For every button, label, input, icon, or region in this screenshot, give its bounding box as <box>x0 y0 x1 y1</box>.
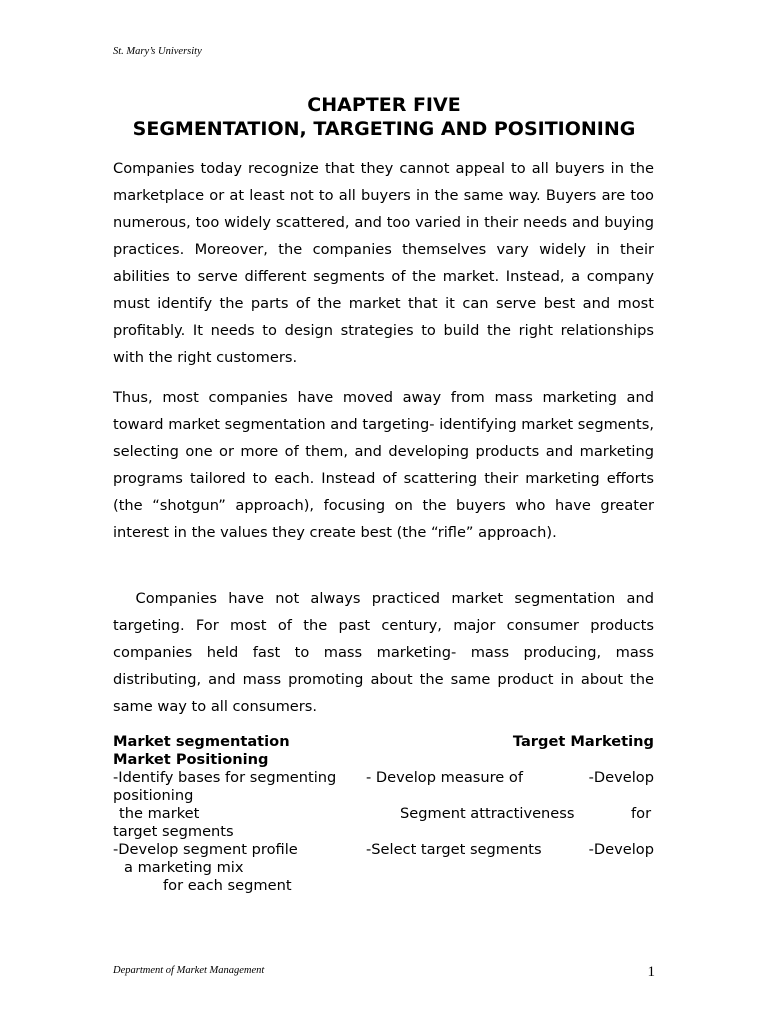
footer-department: Department of Market Management <box>113 965 265 976</box>
row3-col3: -Develop <box>588 841 654 858</box>
row3-col1: -Develop segment profile <box>113 841 298 858</box>
chapter-title: SEGMENTATION, TARGETING AND POSITIONING <box>132 118 636 140</box>
heading-targeting: Target Marketing <box>512 733 654 750</box>
paragraph-1: Companies today recognize that they cannot appeal to all buyers in the marketplace or at least not to all buyers in the same way. Buyers are too numerous, too widely scattered, and too varied in their needs and buying practices. Moreover, the companies themselves vary widely in their abilities to serve different segments of the market. Instead, a company must identify the parts of the market that it can serve best and most profitably. It needs to design strategies to build the right relationships with the right customers. <box>113 160 654 366</box>
paragraph-2: Thus, most companies have moved away from mass marketing and toward market segmentation and targeting- identifying market segments, selecting one or more of them, and developing products and marketing programs tailored to each. Instead of scattering their marketing efforts (the “shotgun” approach), focusing on the buyers who have greater interest in the values they create best (the “rifle” approach). <box>113 389 654 541</box>
heading-positioning: Market Positioning <box>113 751 269 768</box>
row3-wrap2: for each segment <box>163 877 292 894</box>
row3-col2: -Select target segments <box>366 841 542 858</box>
row1-wrap: positioning <box>113 787 194 804</box>
row3-wrap: a marketing mix <box>124 859 244 876</box>
row2-col2: Segment attractiveness <box>400 805 575 822</box>
paragraph-3: Companies have not always practiced market segmentation and targeting. For most of the past century, major consumer products companies held fast to mass marketing- mass producing, mass distributing, and mass promoting about the same product in about the same way to all consumers. <box>113 590 654 715</box>
row1-col1: -Identify bases for segmenting <box>113 769 337 786</box>
row1-col3: -Develop <box>588 769 654 786</box>
row2-col1: the market <box>119 805 200 822</box>
running-header: St. Mary’s University <box>113 46 202 57</box>
heading-segmentation: Market segmentation <box>113 733 290 750</box>
row1-col2: - Develop measure of <box>366 769 523 786</box>
row2-col3: for <box>631 805 652 822</box>
row2-wrap: target segments <box>113 823 234 840</box>
chapter-number: CHAPTER FIVE <box>307 94 461 116</box>
page-number: 1 <box>647 964 655 980</box>
